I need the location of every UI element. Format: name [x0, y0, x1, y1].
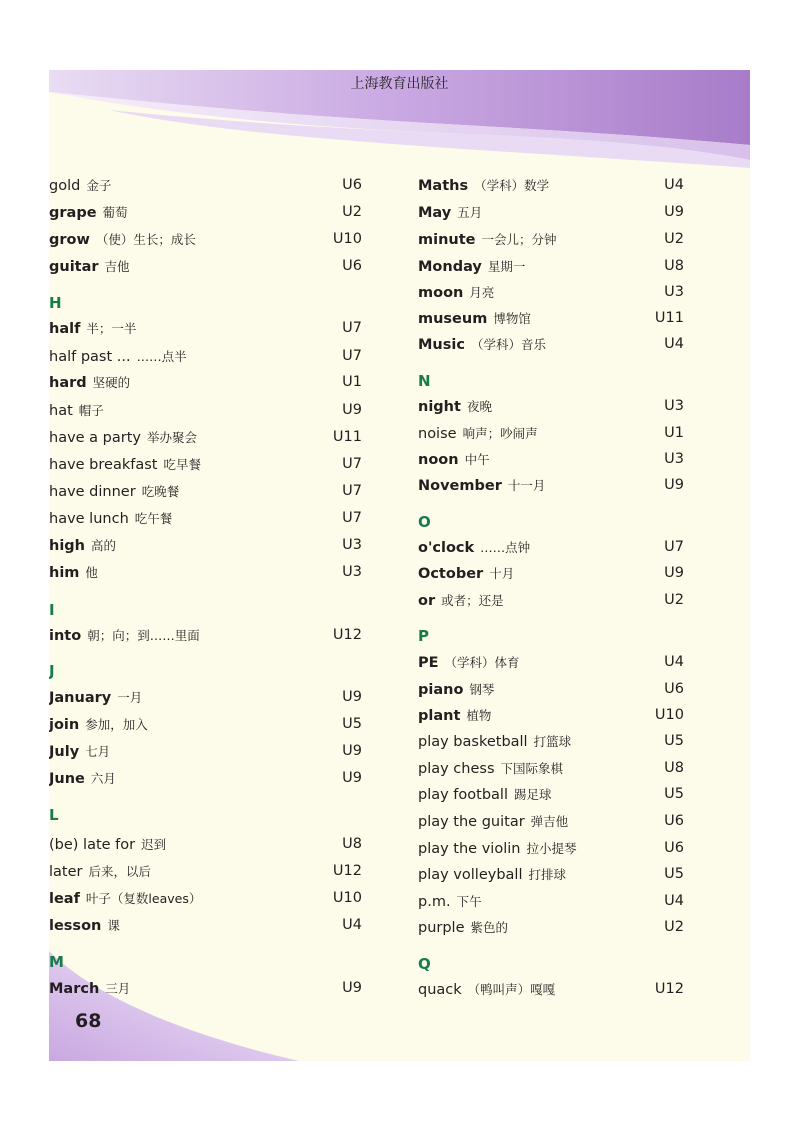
entry-word: play football [418, 787, 508, 803]
entry-word: hat [49, 403, 73, 419]
entry-unit: U2 [664, 592, 684, 608]
glossary-entry [49, 506, 362, 530]
entry-unit: U2 [664, 231, 684, 247]
glossary-entry [418, 782, 684, 806]
glossary-entry [418, 862, 684, 886]
entry-unit: U9 [664, 565, 684, 581]
glossary-entry [418, 200, 684, 224]
entry-translation: 坚硬的 [92, 375, 131, 390]
entry-translation: 朝；向；到……里面 [87, 628, 200, 643]
entry-unit: U3 [664, 398, 684, 414]
entry-unit: U7 [342, 510, 362, 526]
entry-unit: U8 [664, 760, 684, 776]
letter-heading: O [418, 513, 431, 531]
glossary-entry [418, 254, 684, 278]
entry-word: May [418, 205, 452, 221]
entry-word: him [49, 565, 80, 581]
entry-unit: U10 [654, 707, 684, 723]
entry-translation: 葡萄 [102, 205, 128, 220]
entry-unit: U7 [342, 320, 362, 336]
entry-word: quack [418, 982, 462, 998]
entry-word: guitar [49, 259, 99, 275]
glossary-entry [49, 623, 362, 647]
entry-unit: U4 [664, 336, 684, 352]
entry-unit: U9 [664, 204, 684, 220]
entry-unit: U6 [342, 258, 362, 274]
entry-translation: 课 [107, 918, 120, 933]
glossary-entry [49, 739, 362, 763]
entry-translation: 吃晚餐 [141, 484, 180, 499]
letter-heading: I [49, 601, 55, 619]
entry-unit: U6 [342, 177, 362, 193]
entry-word: October [418, 566, 484, 582]
entry-word: minute [418, 232, 476, 248]
entry-word: leaf [49, 891, 80, 907]
glossary-entry [418, 173, 684, 197]
entry-word: lesson [49, 918, 102, 934]
entry-word: museum [418, 311, 488, 327]
entry-translation: 高的 [91, 538, 117, 553]
entry-translation: 举办聚会 [147, 430, 198, 445]
entry-translation: 后来，以后 [88, 864, 151, 879]
entry-unit: U4 [664, 893, 684, 909]
entry-unit: U3 [342, 564, 362, 580]
glossary-entry [49, 913, 362, 937]
entry-unit: U9 [342, 689, 362, 705]
entry-unit: U2 [664, 919, 684, 935]
letter-heading: P [418, 627, 429, 645]
entry-translation: 博物馆 [493, 311, 531, 326]
entry-translation: 月亮 [469, 285, 495, 300]
entry-translation: 七月 [85, 744, 111, 759]
publisher-name: 上海教育出版社 [350, 76, 449, 92]
entry-unit: U6 [664, 813, 684, 829]
entry-translation: 中午 [464, 452, 490, 467]
entry-translation: 帽子 [78, 403, 104, 418]
glossary-entry [418, 473, 684, 497]
entry-word: play basketball [418, 734, 528, 750]
entry-word: have a party [49, 430, 141, 446]
glossary-entry [49, 200, 362, 224]
glossary-entry [418, 227, 684, 251]
glossary-entry [418, 306, 684, 330]
glossary-entry [418, 280, 684, 304]
entry-word: gold [49, 178, 81, 194]
entry-unit: U2 [342, 204, 362, 220]
entry-word: PE [418, 655, 439, 671]
entry-word: later [49, 864, 83, 880]
entry-unit: U9 [342, 770, 362, 786]
entry-word: have dinner [49, 484, 136, 500]
entry-translation: 紫色的 [470, 920, 509, 935]
glossary-entry [418, 447, 684, 471]
glossary-entry [418, 915, 684, 939]
entry-word: (be) late for [49, 837, 136, 853]
entry-unit: U7 [342, 348, 362, 364]
letter-heading: H [49, 294, 62, 312]
entry-unit: U4 [664, 177, 684, 193]
entry-word: Maths [418, 178, 469, 194]
glossary-entry [418, 729, 684, 753]
entry-word: Music [418, 337, 465, 353]
entry-word: into [49, 628, 82, 644]
entry-unit: U3 [342, 537, 362, 553]
entry-unit: U12 [332, 627, 362, 643]
entry-word: play chess [418, 761, 495, 777]
letter-heading: Q [418, 955, 431, 973]
entry-word: moon [418, 285, 464, 301]
entry-unit: U12 [332, 863, 362, 879]
entry-unit: U11 [332, 429, 362, 445]
entry-translation: 叶子（复数leaves） [85, 891, 202, 906]
glossary-entry [49, 316, 362, 340]
glossary-entry [49, 370, 362, 394]
entry-unit: U9 [342, 743, 362, 759]
entry-translation: 下国际象棋 [500, 761, 564, 776]
glossary-entry [49, 452, 362, 476]
entry-word: noon [418, 452, 459, 468]
glossary-entry [418, 809, 684, 833]
entry-translation: 打篮球 [533, 734, 572, 749]
entry-translation: 踢足球 [514, 787, 552, 802]
entry-unit: U6 [664, 840, 684, 856]
entry-word: noise [418, 426, 457, 442]
entry-translation: 吉他 [104, 259, 130, 274]
glossary-entry [49, 685, 362, 709]
entry-word: grow [49, 232, 90, 248]
entry-word: play the violin [418, 841, 521, 857]
glossary-entry [49, 533, 362, 557]
entry-word: join [49, 717, 80, 733]
entry-unit: U7 [342, 483, 362, 499]
glossary-entry [49, 173, 362, 197]
letter-heading: J [49, 662, 55, 680]
glossary-entry [418, 650, 684, 674]
glossary-entry [418, 703, 684, 727]
entry-unit: U3 [664, 451, 684, 467]
entry-word: have breakfast [49, 457, 158, 473]
glossary-entry [418, 836, 684, 860]
glossary-entry [49, 712, 362, 736]
entry-translation: 弹吉他 [530, 814, 569, 829]
entry-unit: U6 [664, 681, 684, 697]
entry-translation: （使）生长；成长 [95, 232, 196, 247]
entry-word: June [49, 771, 85, 787]
entry-translation: （鸭叫声）嘎嘎 [467, 982, 556, 997]
entry-word: half [49, 321, 81, 337]
entry-unit: U5 [342, 716, 362, 732]
entry-unit: U9 [342, 402, 362, 418]
entry-translation: （学科）音乐 [470, 337, 546, 352]
glossary-entry [49, 479, 362, 503]
entry-translation: ……点半 [136, 349, 187, 364]
glossary-entry [49, 254, 362, 278]
entry-word: July [49, 744, 80, 760]
entry-unit: U1 [664, 425, 684, 441]
entry-word: or [418, 593, 436, 609]
glossary-entry [418, 588, 684, 612]
entry-translation: 拉小提琴 [526, 841, 577, 856]
entry-translation: 或者；还是 [441, 593, 504, 608]
entry-word: January [49, 690, 112, 706]
entry-word: have lunch [49, 511, 129, 527]
entry-word: piano [418, 682, 464, 698]
entry-unit: U7 [342, 456, 362, 472]
entry-word: half past ... [49, 349, 131, 365]
glossary-entry [49, 886, 362, 910]
entry-translation: （学科）数学 [474, 178, 550, 193]
entry-translation: 打排球 [528, 867, 566, 882]
entry-unit: U11 [654, 310, 684, 326]
page-number: 68 [75, 1010, 102, 1032]
letter-heading: M [49, 953, 64, 971]
entry-unit: U9 [342, 980, 362, 996]
glossary-entry [418, 756, 684, 780]
entry-word: play the guitar [418, 814, 525, 830]
entry-translation: 一月 [117, 690, 143, 705]
entry-word: Monday [418, 259, 482, 275]
entry-word: high [49, 538, 85, 554]
entry-word: o'clock [418, 540, 475, 556]
entry-translation: 迟到 [141, 837, 167, 852]
glossary-entry [49, 560, 362, 584]
entry-translation: 金子 [86, 178, 112, 193]
glossary-entry [49, 976, 362, 1000]
entry-translation: 十一月 [507, 478, 546, 493]
glossary-entry [418, 977, 684, 1001]
entry-translation: 植物 [466, 708, 492, 723]
entry-translation: 六月 [90, 771, 116, 786]
glossary-entry [49, 832, 362, 856]
entry-unit: U7 [664, 539, 684, 555]
entry-translation: 吃早餐 [163, 457, 201, 472]
glossary-entry [418, 535, 684, 559]
glossary-entry [49, 398, 362, 422]
entry-translation: 他 [85, 565, 98, 580]
entry-unit: U4 [342, 917, 362, 933]
entry-translation: 下午 [456, 894, 482, 909]
entry-translation: 响声；吵闹声 [462, 426, 538, 441]
entry-translation: ……点钟 [480, 540, 531, 555]
entry-word: grape [49, 205, 97, 221]
entry-translation: 三月 [105, 981, 131, 996]
glossary-entry [418, 561, 684, 585]
entry-unit: U1 [342, 374, 362, 390]
entry-translation: 钢琴 [469, 682, 495, 697]
entry-unit: U10 [332, 890, 362, 906]
glossary-entry [49, 425, 362, 449]
entry-word: November [418, 478, 502, 494]
glossary-entry [49, 766, 362, 790]
glossary-entry [418, 889, 684, 913]
entry-translation: 夜晚 [466, 399, 492, 414]
entry-word: March [49, 981, 100, 997]
glossary-entry [49, 227, 362, 251]
glossary-entry [418, 394, 684, 418]
entry-unit: U8 [342, 836, 362, 852]
entry-unit: U9 [664, 477, 684, 493]
entry-translation: 一会儿；分钟 [481, 232, 557, 247]
entry-translation: 参加，加入 [85, 717, 148, 732]
glossary-entry [418, 677, 684, 701]
entry-unit: U5 [664, 786, 684, 802]
entry-translation: （学科）体育 [444, 655, 520, 670]
entry-word: night [418, 399, 461, 415]
entry-word: purple [418, 920, 465, 936]
entry-unit: U5 [664, 866, 684, 882]
glossary-entry [49, 859, 362, 883]
entry-word: p.m. [418, 894, 451, 910]
glossary-entry [418, 421, 684, 445]
glossary-page [49, 70, 750, 1061]
glossary-entry [418, 332, 684, 356]
entry-translation: 星期一 [487, 259, 526, 274]
letter-heading: L [49, 806, 59, 824]
entry-unit: U5 [664, 733, 684, 749]
entry-unit: U4 [664, 654, 684, 670]
entry-translation: 半；一半 [86, 321, 137, 336]
entry-unit: U8 [664, 258, 684, 274]
entry-word: play volleyball [418, 867, 523, 883]
entry-unit: U10 [332, 231, 362, 247]
entry-translation: 五月 [457, 205, 483, 220]
entry-unit: U12 [654, 981, 684, 997]
entry-word: plant [418, 708, 461, 724]
entry-translation: 吃午餐 [134, 511, 173, 526]
letter-heading: N [418, 372, 431, 390]
entry-unit: U3 [664, 284, 684, 300]
entry-translation: 十月 [489, 566, 515, 581]
entry-word: hard [49, 375, 87, 391]
glossary-entry [49, 344, 362, 368]
